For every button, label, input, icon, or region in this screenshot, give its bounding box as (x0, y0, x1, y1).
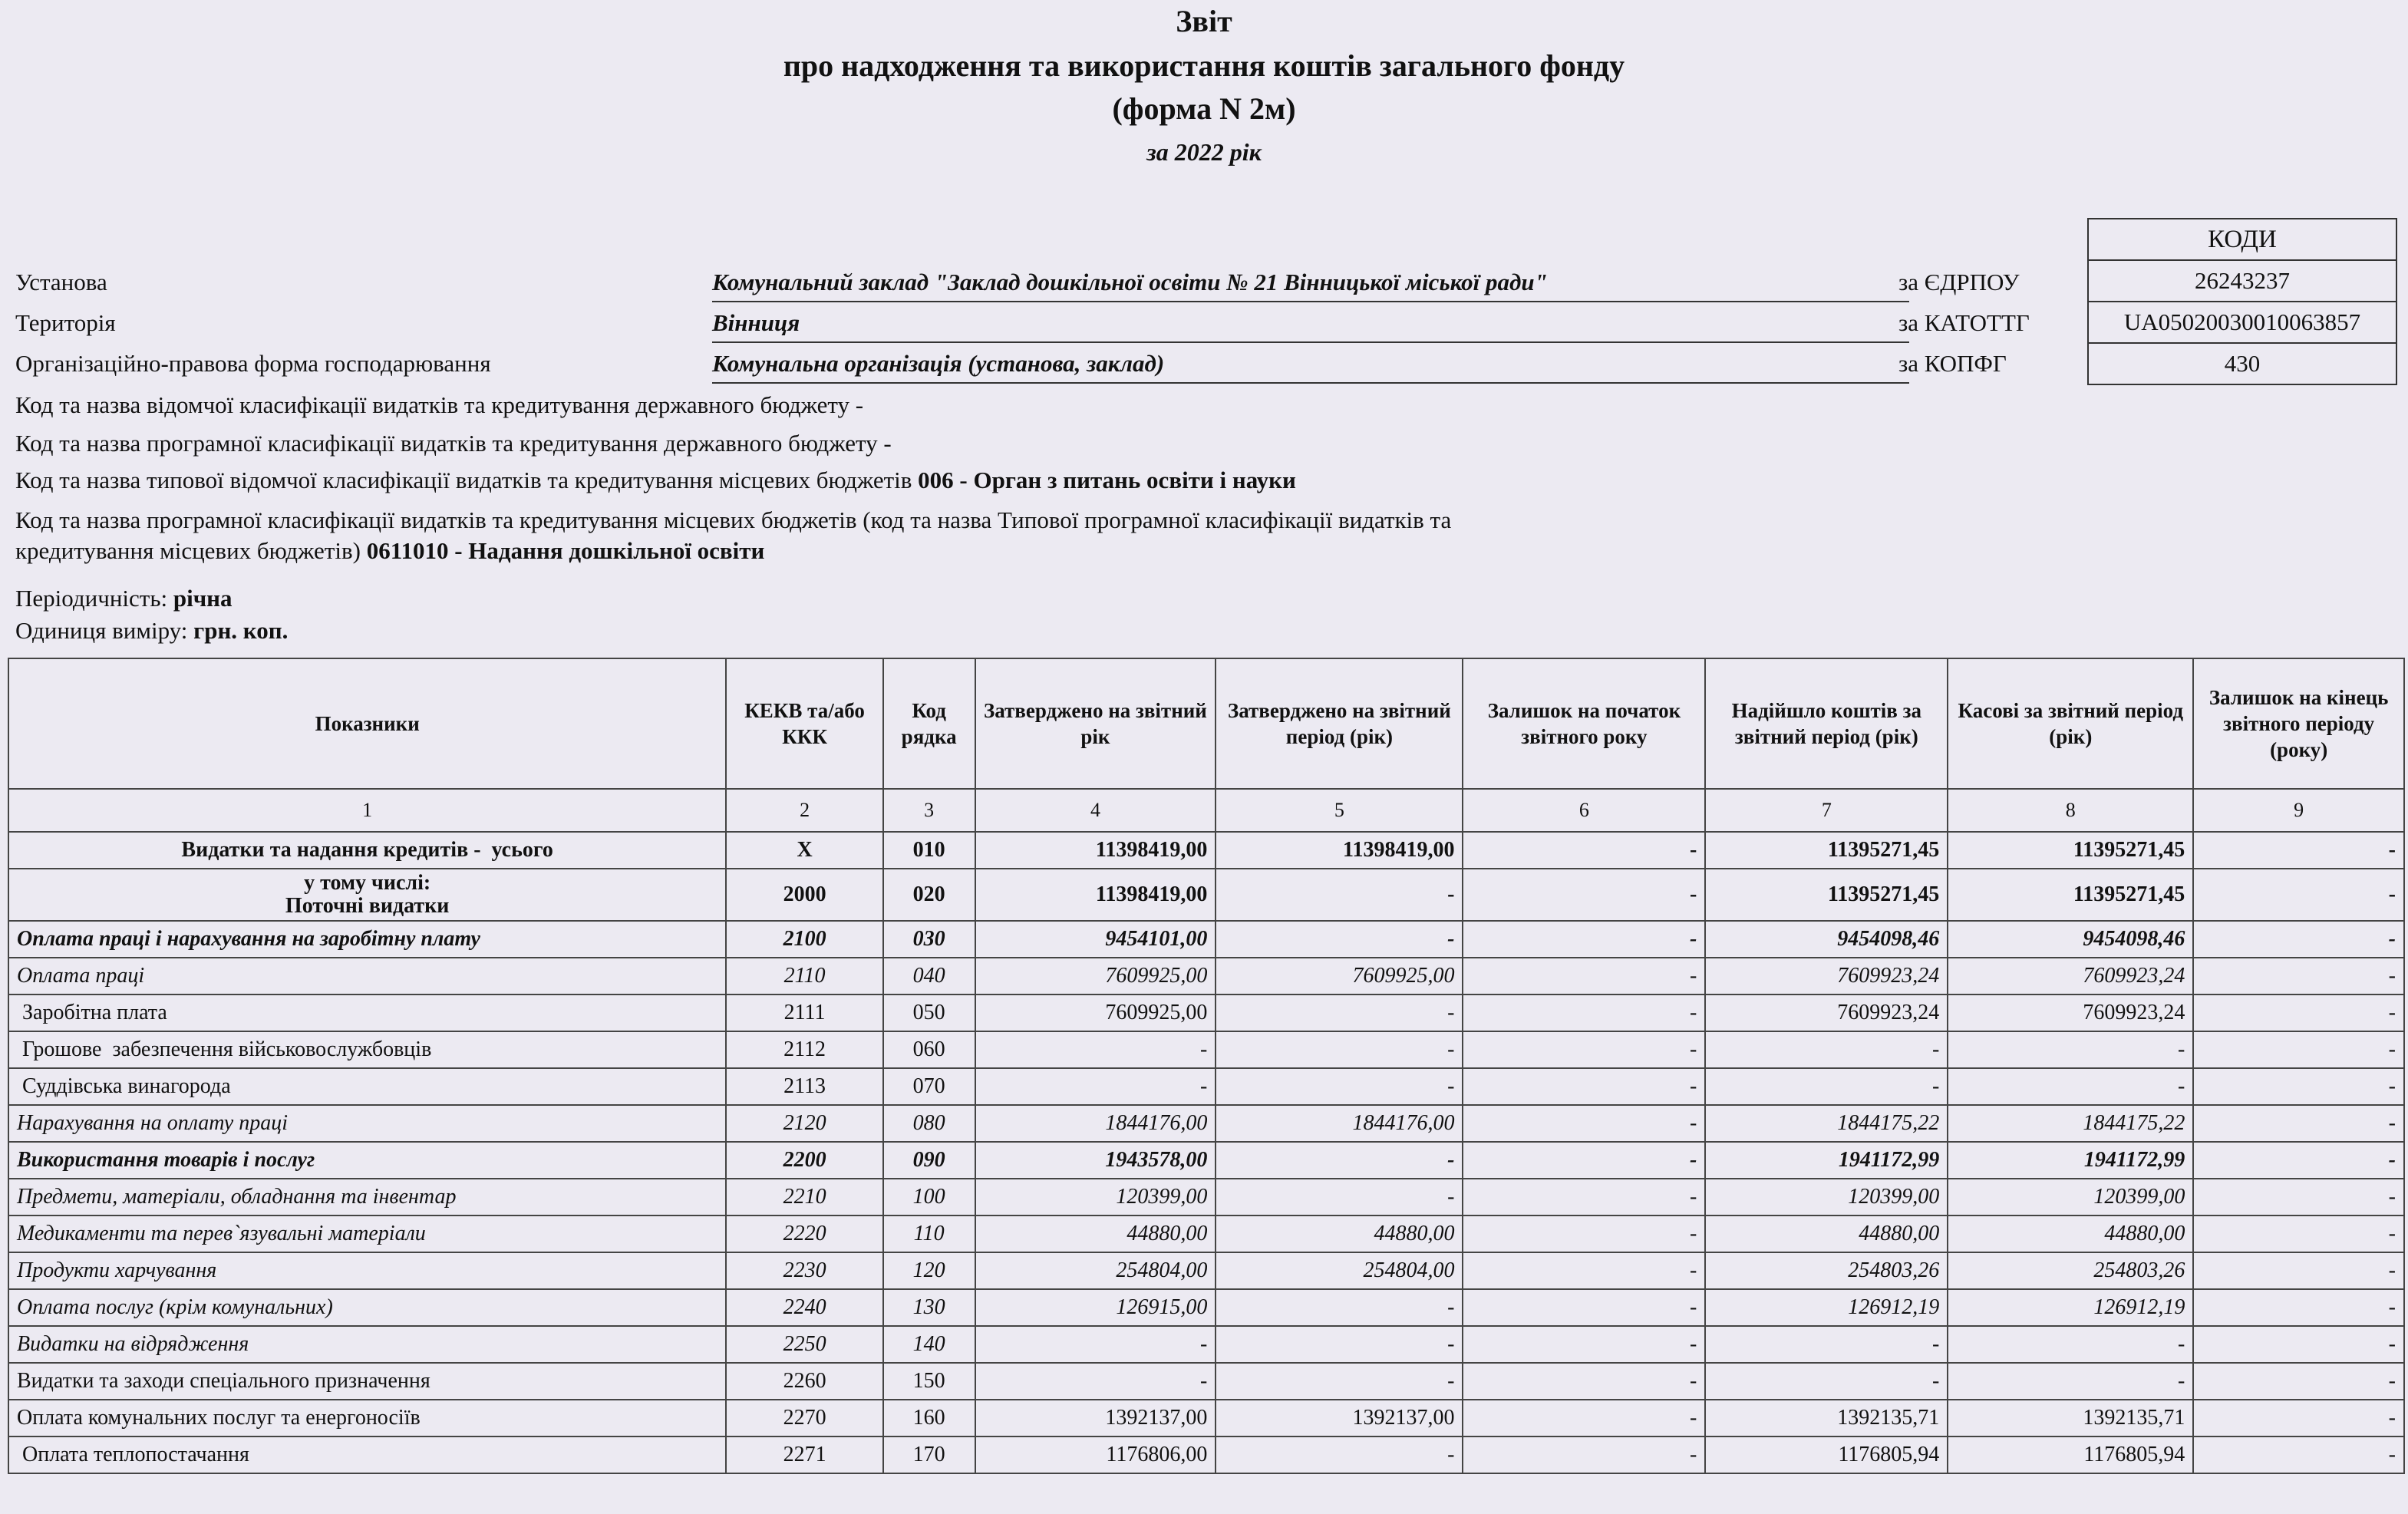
received-cell: 1844175,22 (1705, 1105, 1948, 1142)
kopfg-label: за КОПФГ (1898, 350, 2007, 377)
colnum-cell: 5 (1216, 789, 1463, 832)
cash-cell: 254803,26 (1948, 1252, 2193, 1289)
received-cell: 44880,00 (1705, 1215, 1948, 1252)
colnum-cell: 9 (2193, 789, 2404, 832)
received-cell: 1941172,99 (1705, 1142, 1948, 1179)
row-code-cell: 120 (883, 1252, 975, 1289)
colnum-cell: 3 (883, 789, 975, 832)
kekv-cell: 2271 (726, 1436, 882, 1473)
cash-cell: 7609923,24 (1948, 994, 2193, 1031)
balance-end-cell: - (2193, 1031, 2404, 1068)
edrpou-label: за ЄДРПОУ (1898, 269, 2020, 295)
program-classification-state: Код та назва програмної класифікації видатків та кредитування державного бюджету - (15, 430, 892, 457)
dept-classification-state: Код та назва відомчої класифікації видатків та кредитування державного бюджету - (15, 391, 864, 418)
received-cell: 11395271,45 (1705, 869, 1948, 921)
approved-year-cell: 11398419,00 (975, 869, 1216, 921)
indicator-cell: Заробітна плата (8, 994, 726, 1031)
balance-end-cell: - (2193, 832, 2404, 869)
cash-cell: 1392135,71 (1948, 1400, 2193, 1436)
org-form-underline (712, 382, 1909, 384)
colnum-cell: 1 (8, 789, 726, 832)
indicator-text: у тому числі: (304, 871, 431, 895)
approved-year-cell: 254804,00 (975, 1252, 1216, 1289)
institution-label: Установа (15, 269, 107, 295)
indicator-cell: Медикаменти та перев`язувальні матеріали (8, 1215, 726, 1252)
indicator-cell: Грошове забезпечення військовослужбовців (8, 1031, 726, 1068)
kekv-cell: 2260 (726, 1363, 882, 1400)
approved-year-cell: - (975, 1031, 1216, 1068)
balance-start-cell: - (1463, 994, 1705, 1031)
approved-year-cell: 126915,00 (975, 1289, 1216, 1326)
received-cell: 254803,26 (1705, 1252, 1948, 1289)
approved-year-cell: 1844176,00 (975, 1105, 1216, 1142)
institution-underline (712, 301, 1909, 302)
codes-heading: КОДИ (2208, 226, 2277, 253)
table-row (8, 1252, 2404, 1289)
program-classification-local-value: 0611010 - Надання дошкільної освіти (366, 537, 765, 564)
territory-label: Територія (15, 309, 116, 336)
balance-start-cell: - (1463, 1068, 1705, 1105)
row-code-cell: 020 (883, 869, 975, 921)
cash-cell: - (1948, 1031, 2193, 1068)
edrpou-code: 26243237 (2089, 259, 2396, 301)
balance-start-cell: - (1463, 1105, 1705, 1142)
row-code-cell: 170 (883, 1436, 975, 1473)
approved-period-cell: 44880,00 (1216, 1215, 1463, 1252)
indicator-cell: Оплата послуг (крім комунальних) (8, 1289, 726, 1326)
row-code-cell: 160 (883, 1400, 975, 1436)
territory-value: Вінниця (712, 309, 800, 336)
dept-classification-local (15, 467, 1296, 494)
colnum-cell: 8 (1948, 789, 2193, 832)
unit-value: грн. коп. (193, 617, 289, 644)
balance-start-cell: - (1463, 1179, 1705, 1215)
received-cell: 7609923,24 (1705, 958, 1948, 994)
row-code-cell: 130 (883, 1289, 975, 1326)
table-row (8, 1400, 2404, 1436)
cash-cell: 1176805,94 (1948, 1436, 2193, 1473)
balance-start-cell: - (1463, 1436, 1705, 1473)
received-cell: 1176805,94 (1705, 1436, 1948, 1473)
indicator-cell: Видатки та надання кредитів - усього (8, 832, 726, 869)
periodicity-label: Періодичність: (15, 585, 173, 612)
table-row (8, 1436, 2404, 1473)
col-header-indicators: Показники (8, 658, 726, 789)
indicator-cell: Суддівська винагорода (8, 1068, 726, 1105)
indicator-cell (8, 869, 726, 921)
received-cell: - (1705, 1363, 1948, 1400)
unit-label: Одиниця виміру: (15, 617, 194, 644)
balance-start-cell: - (1463, 1289, 1705, 1326)
cash-cell: 11395271,45 (1948, 869, 2193, 921)
dept-classification-local-value: 006 - Орган з питань освіти і науки (918, 467, 1296, 493)
row-code-cell: 040 (883, 958, 975, 994)
approved-year-cell: 120399,00 (975, 1179, 1216, 1215)
balance-start-cell: - (1463, 832, 1705, 869)
institution-value: Комунальний заклад "Заклад дошкільної освіти № 21 Вінницької міської ради" (712, 269, 1548, 295)
approved-year-cell: 1943578,00 (975, 1142, 1216, 1179)
report-subtitle: про надходження та використання коштів загального фонду (783, 48, 1625, 83)
kekv-cell: 2110 (726, 958, 882, 994)
indicator-cell: Видатки та заходи спеціального призначення (8, 1363, 726, 1400)
approved-year-cell: 7609925,00 (975, 958, 1216, 994)
indicator-cell: Оплата теплопостачання (8, 1436, 726, 1473)
kekv-cell: 2000 (726, 869, 882, 921)
kekv-cell: 2250 (726, 1326, 882, 1363)
approved-year-cell: 1176806,00 (975, 1436, 1216, 1473)
approved-period-cell: 11398419,00 (1216, 832, 1463, 869)
indicator-cell: Нарахування на оплату праці (8, 1105, 726, 1142)
col-header-balance-end: Залишок на кінець звітного періоду (року) (2193, 658, 2404, 789)
approved-year-cell: 9454101,00 (975, 921, 1216, 958)
cash-cell: - (1948, 1363, 2193, 1400)
approved-period-cell: - (1216, 1179, 1463, 1215)
table-body (8, 832, 2404, 1473)
approved-period-cell: - (1216, 1031, 1463, 1068)
table-row (8, 1215, 2404, 1252)
indicator-cell: Предмети, матеріали, обладнання та інвентар (8, 1179, 726, 1215)
row-code-cell: 090 (883, 1142, 975, 1179)
approved-period-cell: 254804,00 (1216, 1252, 1463, 1289)
balance-start-cell: - (1463, 1400, 1705, 1436)
program-classification-local-label: кредитування місцевих бюджетів) (15, 537, 367, 564)
kekv-cell: 2100 (726, 921, 882, 958)
received-cell: 120399,00 (1705, 1179, 1948, 1215)
col-header-kekv: КЕКВ та/або ККК (726, 658, 882, 789)
table-header-row (8, 658, 2404, 789)
approved-year-cell: - (975, 1068, 1216, 1105)
row-code-cell: 150 (883, 1363, 975, 1400)
indicator-cell: Використання товарів і послуг (8, 1142, 726, 1179)
cash-cell: 7609923,24 (1948, 958, 2193, 994)
periodicity (15, 585, 233, 612)
territory-row (15, 309, 2394, 348)
approved-period-cell: - (1216, 921, 1463, 958)
table-colnum-row (8, 789, 2404, 832)
approved-year-cell: - (975, 1326, 1216, 1363)
balance-end-cell: - (2193, 1400, 2404, 1436)
table-row (8, 1142, 2404, 1179)
kekv-cell: 2120 (726, 1105, 882, 1142)
balance-end-cell: - (2193, 1068, 2404, 1105)
colnum-cell: 4 (975, 789, 1216, 832)
cash-cell: 120399,00 (1948, 1179, 2193, 1215)
balance-start-cell: - (1463, 1215, 1705, 1252)
balance-end-cell: - (2193, 869, 2404, 921)
cash-cell: 44880,00 (1948, 1215, 2193, 1252)
approved-period-cell: - (1216, 1289, 1463, 1326)
cash-cell: - (1948, 1326, 2193, 1363)
table-row (8, 1105, 2404, 1142)
kekv-cell: 2210 (726, 1179, 882, 1215)
approved-period-cell: 1392137,00 (1216, 1400, 1463, 1436)
unit-of-measure (15, 617, 288, 645)
balance-end-cell: - (2193, 1252, 2404, 1289)
row-code-cell: 110 (883, 1215, 975, 1252)
report-title: Звіт (1176, 4, 1232, 38)
table-row (8, 1289, 2404, 1326)
indicator-cell: Оплата комунальних послуг та енергоносіїв (8, 1400, 726, 1436)
indicator-text-sub: Поточні видатки (285, 894, 450, 918)
received-cell: 9454098,46 (1705, 921, 1948, 958)
cash-cell: 1844175,22 (1948, 1105, 2193, 1142)
row-code-cell: 140 (883, 1326, 975, 1363)
balance-end-cell: - (2193, 994, 2404, 1031)
kekv-cell: 2270 (726, 1400, 882, 1436)
balance-end-cell: - (2193, 1105, 2404, 1142)
balance-end-cell: - (2193, 958, 2404, 994)
balance-start-cell: - (1463, 1363, 1705, 1400)
report-period: за 2022 рік (1146, 138, 1262, 166)
balance-start-cell: - (1463, 869, 1705, 921)
approved-period-cell: 1844176,00 (1216, 1105, 1463, 1142)
balance-end-cell: - (2193, 921, 2404, 958)
table-row (8, 1068, 2404, 1105)
approved-period-cell: 7609925,00 (1216, 958, 1463, 994)
row-code-cell: 050 (883, 994, 975, 1031)
received-cell: - (1705, 1068, 1948, 1105)
program-classification-local-line1: Код та назва програмної класифікації видатків та кредитування місцевих бюджетів (код та назва Типової програмної класифікації видатків та (15, 506, 1452, 533)
balance-end-cell: - (2193, 1179, 2404, 1215)
col-header-row-code: Код рядка (883, 658, 975, 789)
row-code-cell: 100 (883, 1179, 975, 1215)
periodicity-value: річна (173, 585, 233, 612)
table-row (8, 1363, 2404, 1400)
colnum-cell: 6 (1463, 789, 1705, 832)
program-classification-local-line2 (15, 537, 764, 565)
approved-period-cell: - (1216, 1436, 1463, 1473)
approved-period-cell: - (1216, 1142, 1463, 1179)
katottg-label: за КАТОТТГ (1898, 309, 2030, 336)
colnum-cell: 2 (726, 789, 882, 832)
org-form-label: Організаційно-правова форма господарювання (15, 350, 491, 377)
table-row (8, 1326, 2404, 1363)
balance-end-cell: - (2193, 1436, 2404, 1473)
col-header-approved-year: Затверджено на звітний рік (975, 658, 1216, 789)
report-table (8, 658, 2405, 1474)
cash-cell: 11395271,45 (1948, 832, 2193, 869)
report-form-number: (форма N 2м) (1112, 91, 1296, 126)
received-cell: - (1705, 1031, 1948, 1068)
table-row (8, 832, 2404, 869)
kekv-cell: 2111 (726, 994, 882, 1031)
balance-start-cell: - (1463, 921, 1705, 958)
org-form-row (15, 350, 2394, 388)
approved-period-cell: - (1216, 1068, 1463, 1105)
received-cell: - (1705, 1326, 1948, 1363)
approved-period-cell: - (1216, 1363, 1463, 1400)
approved-year-cell: 1392137,00 (975, 1400, 1216, 1436)
institution-row (15, 269, 2394, 307)
approved-period-cell: - (1216, 869, 1463, 921)
cash-cell: - (1948, 1068, 2193, 1105)
row-code-cell: 030 (883, 921, 975, 958)
row-code-cell: 070 (883, 1068, 975, 1105)
approved-year-cell: 7609925,00 (975, 994, 1216, 1031)
kekv-cell: 2220 (726, 1215, 882, 1252)
received-cell: 7609923,24 (1705, 994, 1948, 1031)
approved-period-cell: - (1216, 1326, 1463, 1363)
approved-year-cell: 11398419,00 (975, 832, 1216, 869)
cash-cell: 1941172,99 (1948, 1142, 2193, 1179)
katottg-code: UA05020030010063857 (2089, 301, 2396, 342)
table-row (8, 869, 2404, 921)
balance-start-cell: - (1463, 1142, 1705, 1179)
kekv-cell: 2230 (726, 1252, 882, 1289)
territory-underline (712, 341, 1909, 343)
row-code-cell: 060 (883, 1031, 975, 1068)
dept-classification-local-label: Код та назва типової відомчої класифікації видатків та кредитування місцевих бюджетів (15, 467, 919, 493)
balance-start-cell: - (1463, 1252, 1705, 1289)
approved-year-cell: 44880,00 (975, 1215, 1216, 1252)
kekv-cell: 2240 (726, 1289, 882, 1326)
col-header-balance-start: Залишок на початок звітного року (1463, 658, 1705, 789)
received-cell: 11395271,45 (1705, 832, 1948, 869)
balance-start-cell: - (1463, 1326, 1705, 1363)
approved-year-cell: - (975, 1363, 1216, 1400)
approved-period-cell: - (1216, 994, 1463, 1031)
kekv-cell: 2200 (726, 1142, 882, 1179)
col-header-approved-period: Затверджено на звітний період (рік) (1216, 658, 1463, 789)
kopfg-code: 430 (2089, 342, 2396, 384)
balance-end-cell: - (2193, 1289, 2404, 1326)
table-row (8, 1031, 2404, 1068)
table-row (8, 994, 2404, 1031)
kekv-cell: 2113 (726, 1068, 882, 1105)
balance-start-cell: - (1463, 1031, 1705, 1068)
received-cell: 126912,19 (1705, 1289, 1948, 1326)
indicator-cell: Оплата праці і нарахування на заробітну плату (8, 921, 726, 958)
indicator-cell: Видатки на відрядження (8, 1326, 726, 1363)
kekv-cell: X (726, 832, 882, 869)
balance-start-cell: - (1463, 958, 1705, 994)
colnum-cell: 7 (1705, 789, 1948, 832)
org-form-value: Комунальна організація (установа, заклад) (712, 350, 1165, 377)
balance-end-cell: - (2193, 1142, 2404, 1179)
kekv-cell: 2112 (726, 1031, 882, 1068)
cash-cell: 126912,19 (1948, 1289, 2193, 1326)
table-row (8, 1179, 2404, 1215)
row-code-cell: 080 (883, 1105, 975, 1142)
balance-end-cell: - (2193, 1326, 2404, 1363)
table-row (8, 958, 2404, 994)
balance-end-cell: - (2193, 1215, 2404, 1252)
col-header-cash: Касові за звітний період (рік) (1948, 658, 2193, 789)
col-header-received: Надійшло коштів за звітний період (рік) (1705, 658, 1948, 789)
row-code-cell: 010 (883, 832, 975, 869)
indicator-cell: Продукти харчування (8, 1252, 726, 1289)
table-row (8, 921, 2404, 958)
received-cell: 1392135,71 (1705, 1400, 1948, 1436)
indicator-cell: Оплата праці (8, 958, 726, 994)
cash-cell: 9454098,46 (1948, 921, 2193, 958)
balance-end-cell: - (2193, 1363, 2404, 1400)
